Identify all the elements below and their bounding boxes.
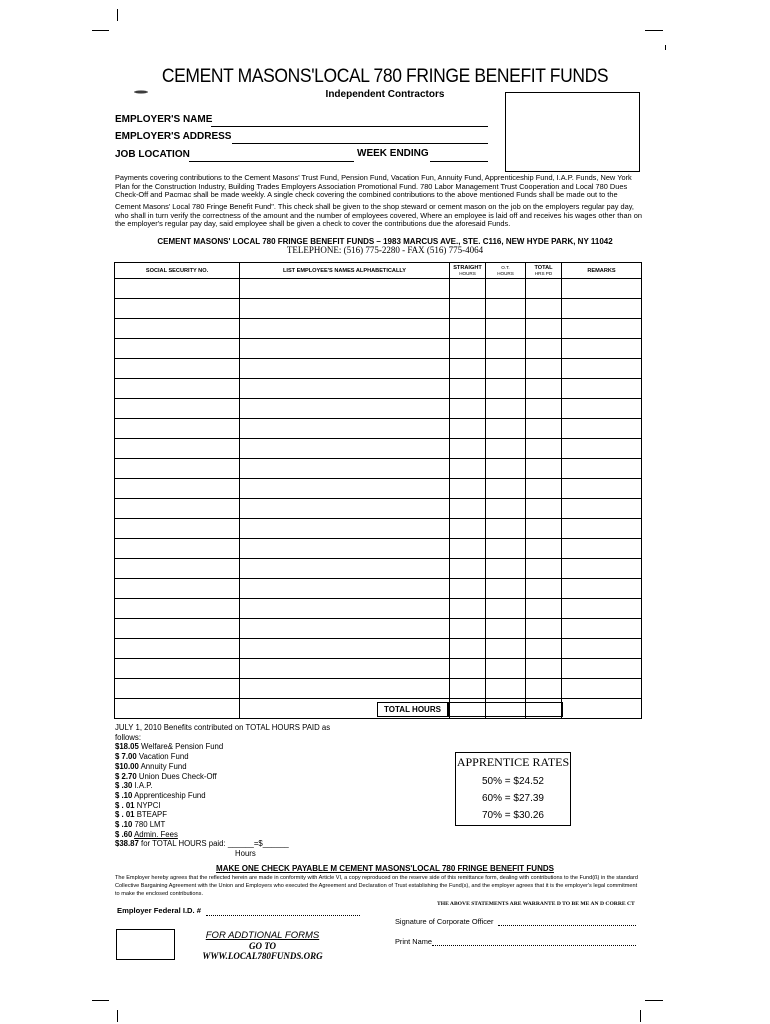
job-location-field[interactable]: [189, 161, 354, 162]
signature-label: Signature of Corporate Officer: [395, 917, 494, 926]
benefit-label: Union Dues Check-Off: [138, 771, 217, 781]
total-hours-cell[interactable]: [526, 479, 562, 499]
benefit-amount: $ . 01: [115, 800, 135, 810]
total-hours-cell[interactable]: [526, 499, 562, 519]
total-header-sub: HRS PD: [534, 270, 553, 276]
crop-mark-top-right-dot: [665, 45, 666, 50]
ssn-cell[interactable]: [115, 699, 240, 719]
straight-hours-cell[interactable]: [450, 519, 486, 539]
benefit-label: Annuity Fund: [140, 761, 187, 771]
straight-hours-cell[interactable]: [450, 459, 486, 479]
ot-hours-cell[interactable]: [486, 359, 526, 379]
remarks-cell[interactable]: [562, 619, 642, 639]
fund-address: CEMENT MASONS' LOCAL 780 FRINGE BENEFIT FUNDS – 1983 MARCUS AVE., STE. C116, NEW HYDE PARK, NY 11042: [157, 237, 613, 246]
name-cell[interactable]: [240, 299, 450, 319]
straight-hours-cell[interactable]: [450, 339, 486, 359]
name-cell[interactable]: [240, 599, 450, 619]
ot-hours-cell[interactable]: [486, 319, 526, 339]
benefit-item: [115, 820, 335, 830]
ot-hours-cell[interactable]: [486, 279, 526, 299]
remarks-cell[interactable]: [562, 639, 642, 659]
straight-hours-cell[interactable]: [450, 539, 486, 559]
name-cell[interactable]: [240, 439, 450, 459]
benefits-list: [115, 723, 335, 859]
fund-telephone: TELEPHONE: (516) 775-2280 - FAX (516) 775-4064: [286, 245, 484, 255]
ssn-cell[interactable]: [115, 299, 240, 319]
table-row: [115, 459, 642, 479]
benefit-amount: $ .10: [115, 790, 133, 800]
benefit-item: [115, 752, 335, 762]
benefit-label: I.A.P.: [134, 781, 153, 791]
name-cell[interactable]: [240, 559, 450, 579]
ot-hours-cell[interactable]: [486, 479, 526, 499]
name-cell[interactable]: [240, 339, 450, 359]
table-row: [115, 499, 642, 519]
total-hours-cell[interactable]: [526, 319, 562, 339]
total-hours-cell[interactable]: [526, 359, 562, 379]
remarks-cell[interactable]: [562, 699, 642, 719]
ot-hours-header: [486, 263, 526, 279]
ot-header-text: O.T.: [501, 264, 510, 270]
table-row: [115, 439, 642, 459]
total-hours-label: TOTAL HOURS: [377, 702, 448, 717]
remarks-cell[interactable]: [562, 499, 642, 519]
straight-hours-cell[interactable]: [450, 399, 486, 419]
ot-hours-cell[interactable]: [486, 499, 526, 519]
agreement-notice: The Employer hereby agrees that the reflected herein are made in conformity with Article VI, a copy reproduced on the reserve side of this remittance form, dealing with contributions to the Fund(ß) in the standard Collective Bargaining Agreement with the Union and Employers who executed the Agreement and Declaration of Trust establishing the Fund(s), and the employer agrees that it is the employer's legal commitment to make the enclosed contributions.: [115, 875, 638, 897]
straight-hours-cell[interactable]: [450, 619, 486, 639]
ssn-cell[interactable]: [115, 639, 240, 659]
straight-hours-cell[interactable]: [450, 439, 486, 459]
remarks-cell[interactable]: [562, 339, 642, 359]
ot-hours-cell[interactable]: [486, 559, 526, 579]
name-cell[interactable]: [240, 659, 450, 679]
table-row: [115, 279, 642, 299]
table-row: [115, 359, 642, 379]
total-hours-cell[interactable]: [526, 339, 562, 359]
ssn-cell[interactable]: [115, 619, 240, 639]
print-name-field[interactable]: [432, 945, 636, 946]
table-row: [115, 319, 642, 339]
total-hours-cell[interactable]: [526, 599, 562, 619]
benefit-amount: $ .60: [115, 829, 133, 839]
table-row: [115, 419, 642, 439]
crop-mark-top-right-h: [645, 30, 663, 31]
total-header-text: TOTAL: [534, 264, 553, 271]
apprentice-rate-50: 50% = $24.52: [482, 776, 544, 787]
apprentice-rate-60: 60% = $27.39: [482, 793, 544, 804]
remarks-cell[interactable]: [562, 539, 642, 559]
check-payable-notice: MAKE ONE CHECK PAYABLE M CEMENT MASONS'LOCAL 780 FRINGE BENEFIT FUNDS: [216, 864, 554, 873]
total-hours-cell[interactable]: [526, 419, 562, 439]
ssn-cell[interactable]: [115, 459, 240, 479]
ot-hours-cell[interactable]: [486, 639, 526, 659]
ssn-cell[interactable]: [115, 559, 240, 579]
benefit-item: [115, 781, 335, 791]
ot-hours-cell[interactable]: [486, 659, 526, 679]
benefit-label: 780 LMT: [134, 820, 166, 830]
benefit-label: Admin. Fees: [134, 829, 178, 839]
ot-header-sub: HOURS: [497, 270, 514, 276]
name-cell[interactable]: [240, 519, 450, 539]
benefit-label: Welfare& Pension Fund: [141, 742, 224, 752]
total-total-cell[interactable]: [525, 702, 563, 717]
straight-hours-cell[interactable]: [450, 419, 486, 439]
name-cell[interactable]: [240, 419, 450, 439]
name-cell[interactable]: [240, 539, 450, 559]
total-hours-header: [526, 263, 562, 279]
ssn-cell[interactable]: [115, 519, 240, 539]
remarks-cell[interactable]: [562, 599, 642, 619]
straight-hours-cell[interactable]: [450, 599, 486, 619]
ot-hours-cell[interactable]: [486, 539, 526, 559]
signature-field[interactable]: [498, 925, 636, 926]
ot-hours-cell[interactable]: [486, 439, 526, 459]
straight-hours-cell[interactable]: [450, 279, 486, 299]
name-cell[interactable]: [240, 279, 450, 299]
table-row: [115, 519, 642, 539]
job-location-label: JOB LOCATION: [115, 149, 190, 160]
ssn-cell[interactable]: [115, 399, 240, 419]
name-cell[interactable]: [240, 459, 450, 479]
additional-forms-text: FOR ADDTIONAL FORMS: [205, 930, 320, 941]
ssn-cell[interactable]: [115, 419, 240, 439]
total-ot-cell[interactable]: [485, 702, 526, 717]
benefit-amount: $ .30: [115, 781, 133, 791]
employer-name-label: EMPLOYER'S NAME: [115, 114, 213, 125]
apprentice-rate-70: 70% = $30.26: [482, 810, 544, 821]
ssn-cell[interactable]: [115, 579, 240, 599]
total-hours-cell[interactable]: [526, 379, 562, 399]
benefits-total-row: [115, 839, 335, 849]
total-hours-cell[interactable]: [526, 539, 562, 559]
table-row: [115, 639, 642, 659]
employer-address-label: EMPLOYER'S ADDRESS: [115, 131, 232, 142]
total-hours-cell[interactable]: [526, 679, 562, 699]
remarks-cell[interactable]: [562, 679, 642, 699]
additional-forms-note: [190, 930, 335, 961]
table-row: [115, 299, 642, 319]
remarks-cell[interactable]: [562, 399, 642, 419]
employer-name-field[interactable]: [211, 126, 488, 127]
ot-hours-cell[interactable]: [486, 459, 526, 479]
ssn-cell[interactable]: [115, 319, 240, 339]
ssn-cell[interactable]: [115, 279, 240, 299]
benefit-label: BTEAPF: [136, 810, 168, 820]
federal-id-field[interactable]: [206, 915, 360, 916]
table-row: [115, 599, 642, 619]
benefits-intro: JULY 1, 2010 Benefits contributed on TOTAL HOURS PAID as follows:: [115, 723, 331, 742]
instructions-paragraph-2: Cement Masons' Local 780 Fringe Benefit Fund". This check shall be given to the shop steward or cement mason on the job on the employers regular pay day, who shall in turn verify the correctness of the amount and the number of employees covered, Where an employee is laid off and receives his wages other than on the employer's regular pay day, said employee shall be given a check to cover the contributions due the aforesaid Funds.: [115, 202, 642, 229]
union-logo-icon: [133, 89, 149, 95]
ot-hours-cell[interactable]: [486, 519, 526, 539]
ot-hours-cell[interactable]: [486, 419, 526, 439]
total-hours-cell[interactable]: [526, 279, 562, 299]
benefit-amount: $ 2.70: [115, 771, 137, 781]
straight-header-sub: HOURS: [459, 270, 476, 276]
week-ending-field[interactable]: [430, 161, 488, 162]
ssn-cell[interactable]: [115, 539, 240, 559]
benefits-total-text: for TOTAL HOURS paid: ______=$______: [141, 839, 289, 849]
benefit-amount: $10.00: [115, 761, 139, 771]
benefit-amount: $ 7.00: [115, 752, 137, 762]
table-row: [115, 559, 642, 579]
benefit-item: [115, 801, 335, 811]
name-cell[interactable]: [240, 639, 450, 659]
ot-hours-cell[interactable]: [486, 379, 526, 399]
apprentice-rates-title: APPRENTICE RATES: [456, 755, 570, 769]
benefit-item: [115, 830, 335, 840]
print-name-label: Print Name: [395, 937, 432, 946]
table-row: [115, 379, 642, 399]
name-cell[interactable]: [240, 359, 450, 379]
straight-hours-cell[interactable]: [450, 579, 486, 599]
name-cell[interactable]: [240, 499, 450, 519]
table-row: [115, 339, 642, 359]
ssn-cell[interactable]: [115, 679, 240, 699]
table-row: [115, 679, 642, 699]
office-use-box: [116, 929, 175, 960]
straight-hours-cell[interactable]: [450, 299, 486, 319]
total-hours-cell[interactable]: [526, 639, 562, 659]
employer-address-field[interactable]: [232, 143, 488, 144]
benefit-item: [115, 742, 335, 752]
table-row: [115, 479, 642, 499]
ssn-cell[interactable]: [115, 379, 240, 399]
remarks-cell[interactable]: [562, 299, 642, 319]
table-header-row: [115, 263, 642, 279]
week-ending-label: WEEK ENDING: [357, 148, 429, 159]
total-hours-cell[interactable]: [526, 579, 562, 599]
benefit-label: Vacation Fund: [138, 752, 189, 762]
crop-mark-top-left-h: [92, 30, 109, 31]
benefit-amount: $ .10: [115, 820, 133, 830]
website-link[interactable]: GO TO WWW.LOCAL780FUNDS.ORG: [202, 941, 323, 961]
total-hours-cell[interactable]: [526, 619, 562, 639]
benefit-item: [115, 762, 335, 772]
ssn-header: SOCIAL SECURITY NO.: [115, 263, 240, 279]
straight-hours-header: [450, 263, 486, 279]
ot-hours-cell[interactable]: [486, 339, 526, 359]
ot-hours-cell[interactable]: [486, 399, 526, 419]
remarks-cell[interactable]: [562, 359, 642, 379]
instructions-paragraph-1: Payments covering contributions to the Cement Masons' Trust Fund, Pension Fund, Vacation Fun, Annuity Fund, Apprenticeship Fund, I.A.P. Funds, New York Plan for the Construction Industry, Building Trades Employers Association Promotional Fund. 780 Labor Management Trust Cooperation and Local 780 Dues Check-Off and Pacmac shall be made weekly. A single check covering the combined contributions to the above mentioned Funds shall be made out to the: [115, 173, 632, 200]
names-header: LIST EMPLOYEE'S NAMES ALPHABETICALLY: [240, 263, 450, 279]
straight-hours-cell[interactable]: [450, 479, 486, 499]
employee-hours-table: [114, 262, 642, 719]
crop-mark-bottom-right-v: [640, 1010, 641, 1022]
total-hours-cell[interactable]: [526, 299, 562, 319]
total-hours-cell[interactable]: [526, 399, 562, 419]
table-row: [115, 539, 642, 559]
table-row: [115, 579, 642, 599]
crop-mark-bottom-left-h: [92, 1000, 109, 1001]
apprentice-rates-box: [455, 752, 571, 826]
remarks-cell[interactable]: [562, 459, 642, 479]
benefit-item: [115, 772, 335, 782]
form-title: CEMENT MASONS'LOCAL 780 FRINGE BENEFIT FUNDS: [161, 66, 609, 87]
ssn-cell[interactable]: [115, 479, 240, 499]
benefits-total-amount: $38.87: [115, 839, 139, 849]
name-cell[interactable]: [240, 379, 450, 399]
remarks-cell[interactable]: [562, 319, 642, 339]
table-row: [115, 399, 642, 419]
table-row: [115, 619, 642, 639]
name-cell[interactable]: [240, 319, 450, 339]
benefit-item: [115, 810, 335, 820]
total-hours-cell[interactable]: [526, 439, 562, 459]
ot-hours-cell[interactable]: [486, 579, 526, 599]
ssn-cell[interactable]: [115, 359, 240, 379]
straight-hours-cell[interactable]: [450, 679, 486, 699]
straight-hours-cell[interactable]: [450, 499, 486, 519]
total-straight-cell[interactable]: [448, 702, 486, 717]
benefit-amount: $18.05: [115, 742, 139, 752]
ssn-cell[interactable]: [115, 659, 240, 679]
crop-mark-top-left-v: [117, 9, 118, 21]
total-hours-cell[interactable]: [526, 559, 562, 579]
remarks-cell[interactable]: [562, 419, 642, 439]
straight-hours-cell[interactable]: [450, 659, 486, 679]
benefit-label: NYPCI: [136, 800, 161, 810]
remarks-header: REMARKS: [562, 263, 642, 279]
name-cell[interactable]: [240, 619, 450, 639]
total-hours-cell[interactable]: [526, 459, 562, 479]
name-cell[interactable]: [240, 679, 450, 699]
remarks-cell[interactable]: [562, 559, 642, 579]
remarks-cell[interactable]: [562, 439, 642, 459]
name-cell[interactable]: [240, 579, 450, 599]
ssn-cell[interactable]: [115, 439, 240, 459]
ssn-cell[interactable]: [115, 499, 240, 519]
ot-hours-cell[interactable]: [486, 679, 526, 699]
total-hours-cell[interactable]: [526, 519, 562, 539]
ot-hours-cell[interactable]: [486, 299, 526, 319]
federal-id-label: Employer Federal I.D. #: [117, 906, 201, 915]
straight-hours-cell[interactable]: [450, 379, 486, 399]
straight-hours-cell[interactable]: [450, 639, 486, 659]
table-row: [115, 659, 642, 679]
straight-hours-cell[interactable]: [450, 559, 486, 579]
ot-hours-cell[interactable]: [486, 599, 526, 619]
remarks-cell[interactable]: [562, 519, 642, 539]
form-subtitle: Independent Contractors: [325, 89, 445, 100]
benefit-amount: $ . 01: [115, 810, 135, 820]
remarks-cell[interactable]: [562, 479, 642, 499]
crop-mark-bottom-left-v: [117, 1010, 118, 1022]
name-cell[interactable]: [240, 399, 450, 419]
ot-hours-cell[interactable]: [486, 619, 526, 639]
total-hours-cell[interactable]: [526, 659, 562, 679]
remarks-cell[interactable]: [562, 659, 642, 679]
straight-hours-cell[interactable]: [450, 359, 486, 379]
remarks-cell[interactable]: [562, 579, 642, 599]
hours-label: Hours: [235, 849, 256, 859]
ssn-cell[interactable]: [115, 599, 240, 619]
name-cell[interactable]: [240, 479, 450, 499]
straight-hours-cell[interactable]: [450, 319, 486, 339]
benefit-label: Apprenticeship Fund: [134, 790, 206, 800]
crop-mark-bottom-right-h: [645, 1000, 663, 1001]
benefit-item: [115, 791, 335, 801]
straight-header-text: STRAIGHT: [453, 264, 482, 271]
remarks-cell[interactable]: [562, 379, 642, 399]
warrant-statement: THE ABOVE STATEMENTS ARE WARRANTE D TO BE ME AN D CORRE CT: [437, 901, 635, 907]
remarks-cell[interactable]: [562, 279, 642, 299]
stamp-box: [505, 92, 640, 172]
ssn-cell[interactable]: [115, 339, 240, 359]
